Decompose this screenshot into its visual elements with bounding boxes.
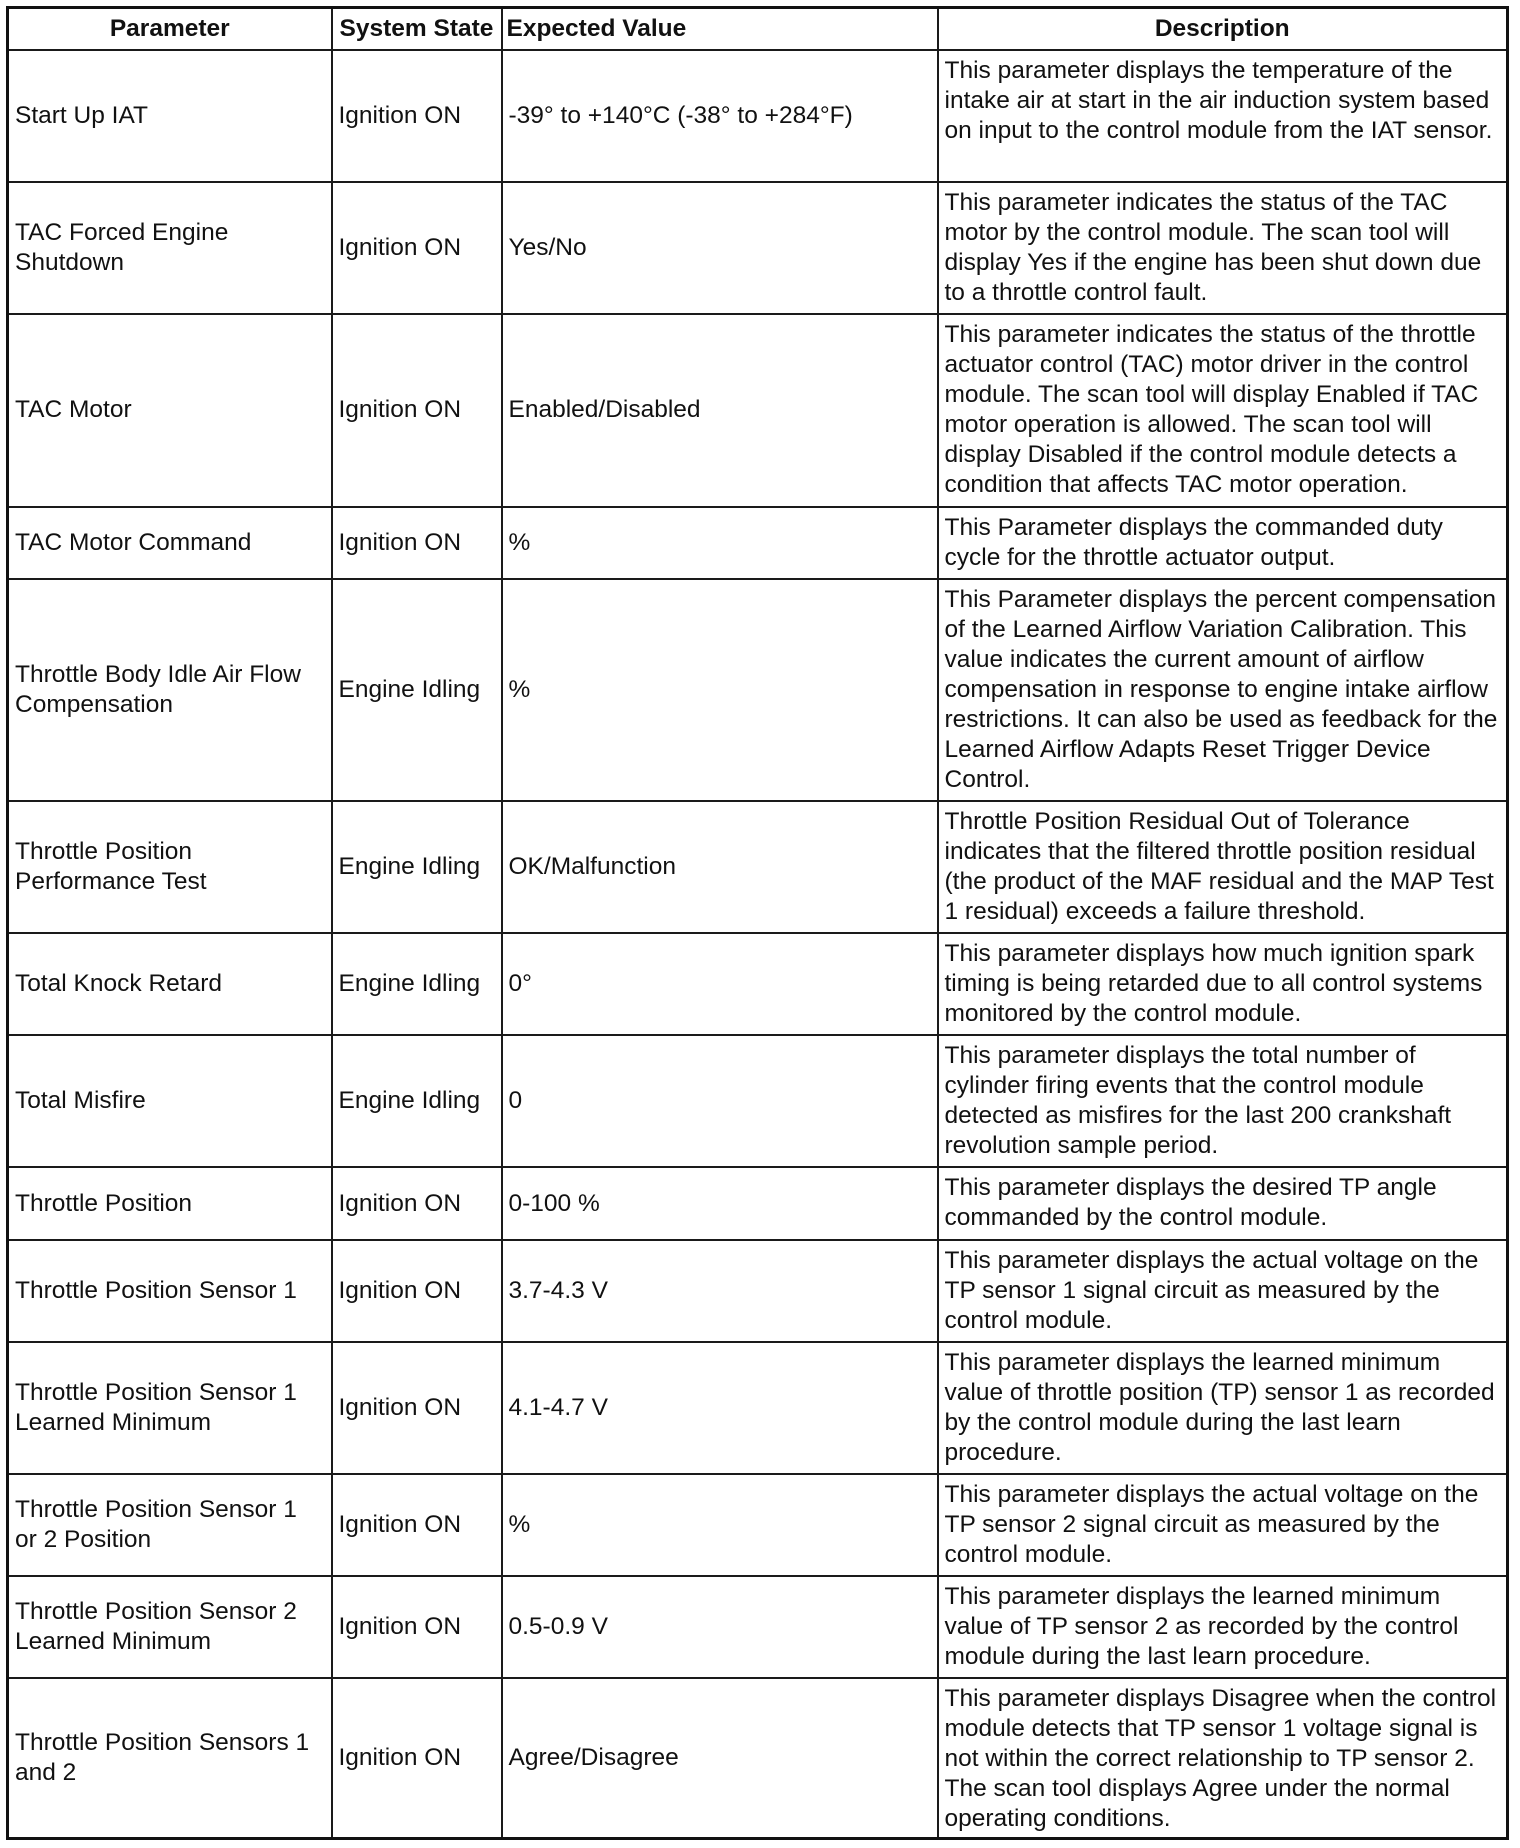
cell-system-state: Ignition ON	[332, 50, 502, 182]
cell-expected-value: 3.7-4.3 V	[502, 1240, 938, 1342]
cell-system-state: Ignition ON	[332, 182, 502, 314]
header-system-state: System State	[332, 8, 502, 51]
cell-parameter: Throttle Position Sensor 1 or 2 Position	[8, 1474, 332, 1576]
cell-expected-value: %	[502, 579, 938, 801]
cell-expected-value: Yes/No	[502, 182, 938, 314]
cell-parameter: Throttle Body Idle Air Flow Compensation	[8, 579, 332, 801]
table-row	[8, 1576, 1508, 1678]
cell-system-state: Ignition ON	[332, 1342, 502, 1474]
cell-expected-value: Agree/Disagree	[502, 1678, 938, 1838]
cell-parameter: TAC Forced Engine Shutdown	[8, 182, 332, 314]
cell-description: This parameter displays the actual voltage on the TP sensor 1 signal circuit as measured by the control module.	[938, 1240, 1508, 1342]
cell-description: Throttle Position Residual Out of Tolerance indicates that the filtered throttle position residual (the product of the MAF residual and the MAP Test 1 residual) exceeds a failure threshold.	[938, 801, 1508, 933]
cell-expected-value: %	[502, 507, 938, 579]
header-parameter: Parameter	[8, 8, 332, 51]
cell-expected-value: 0-100 %	[502, 1167, 938, 1239]
cell-expected-value: %	[502, 1474, 938, 1576]
cell-parameter: TAC Motor	[8, 314, 332, 506]
cell-parameter: Throttle Position Sensor 2 Learned Minimum	[8, 1576, 332, 1678]
cell-expected-value: 0	[502, 1035, 938, 1167]
table-row	[8, 1342, 1508, 1474]
cell-system-state: Engine Idling	[332, 1035, 502, 1167]
header-expected-value: Expected Value	[502, 8, 938, 51]
cell-description: This parameter indicates the status of the TAC motor by the control module. The scan tool will display Yes if the engine has been shut down due to a throttle control fault.	[938, 182, 1508, 314]
table-row	[8, 1035, 1508, 1167]
cell-expected-value: 4.1-4.7 V	[502, 1342, 938, 1474]
table-row	[8, 1678, 1508, 1838]
cell-description: This parameter displays the temperature of the intake air at start in the air induction system based on input to the control module from the IAT sensor.	[938, 50, 1508, 182]
cell-system-state: Ignition ON	[332, 1678, 502, 1838]
cell-description: This parameter displays how much ignition spark timing is being retarded due to all control systems monitored by the control module.	[938, 933, 1508, 1035]
cell-parameter: Total Misfire	[8, 1035, 332, 1167]
cell-system-state: Ignition ON	[332, 1240, 502, 1342]
cell-system-state: Ignition ON	[332, 1167, 502, 1239]
scan-tool-parameter-table	[6, 6, 1509, 1840]
cell-system-state: Engine Idling	[332, 579, 502, 801]
cell-parameter: Throttle Position Sensor 1	[8, 1240, 332, 1342]
table-row	[8, 50, 1508, 182]
table-row	[8, 579, 1508, 801]
table-row	[8, 314, 1508, 506]
cell-parameter: Throttle Position	[8, 1167, 332, 1239]
cell-parameter: Start Up IAT	[8, 50, 332, 182]
parameter-table-container	[6, 6, 1506, 1840]
cell-system-state: Ignition ON	[332, 1474, 502, 1576]
cell-description: This parameter displays Disagree when the control module detects that TP sensor 1 voltage signal is not within the correct relationship to TP sensor 2. The scan tool displays Agree under the normal operating conditions.	[938, 1678, 1508, 1838]
cell-description: This parameter displays the learned minimum value of TP sensor 2 as recorded by the control module during the last learn procedure.	[938, 1576, 1508, 1678]
table-header-row	[8, 8, 1508, 51]
table-row	[8, 507, 1508, 579]
cell-expected-value: OK/Malfunction	[502, 801, 938, 933]
table-row	[8, 1240, 1508, 1342]
table-row	[8, 1167, 1508, 1239]
cell-expected-value: Enabled/Disabled	[502, 314, 938, 506]
cell-description: This parameter displays the desired TP angle commanded by the control module.	[938, 1167, 1508, 1239]
cell-parameter: Throttle Position Sensor 1 Learned Minimum	[8, 1342, 332, 1474]
cell-system-state: Ignition ON	[332, 507, 502, 579]
table-row	[8, 182, 1508, 314]
cell-system-state: Ignition ON	[332, 1576, 502, 1678]
header-description: Description	[938, 8, 1508, 51]
cell-description: This parameter indicates the status of the throttle actuator control (TAC) motor driver in the control module. The scan tool will display Enabled if TAC motor operation is allowed. The scan tool will display Disabled if the control module detects a condition that affects TAC motor operation.	[938, 314, 1508, 506]
cell-expected-value: -39° to +140°C (-38° to +284°F)	[502, 50, 938, 182]
cell-description: This parameter displays the actual voltage on the TP sensor 2 signal circuit as measured by the control module.	[938, 1474, 1508, 1576]
cell-parameter: Throttle Position Performance Test	[8, 801, 332, 933]
cell-parameter: Total Knock Retard	[8, 933, 332, 1035]
cell-description: This parameter displays the learned minimum value of throttle position (TP) sensor 1 as recorded by the control module during the last learn procedure.	[938, 1342, 1508, 1474]
cell-parameter: Throttle Position Sensors 1 and 2	[8, 1678, 332, 1838]
cell-system-state: Ignition ON	[332, 314, 502, 506]
table-row	[8, 1474, 1508, 1576]
cell-expected-value: 0°	[502, 933, 938, 1035]
cell-parameter: TAC Motor Command	[8, 507, 332, 579]
table-row	[8, 801, 1508, 933]
cell-expected-value: 0.5-0.9 V	[502, 1576, 938, 1678]
table-row	[8, 933, 1508, 1035]
cell-system-state: Engine Idling	[332, 801, 502, 933]
cell-description: This Parameter displays the percent compensation of the Learned Airflow Variation Calibration. This value indicates the current amount of airflow compensation in response to engine intake airflow restrictions. It can also be used as feedback for the Learned Airflow Adapts Reset Trigger Device Control.	[938, 579, 1508, 801]
cell-description: This parameter displays the total number of cylinder firing events that the control module detected as misfires for the last 200 crankshaft revolution sample period.	[938, 1035, 1508, 1167]
cell-system-state: Engine Idling	[332, 933, 502, 1035]
cell-description: This Parameter displays the commanded duty cycle for the throttle actuator output.	[938, 507, 1508, 579]
